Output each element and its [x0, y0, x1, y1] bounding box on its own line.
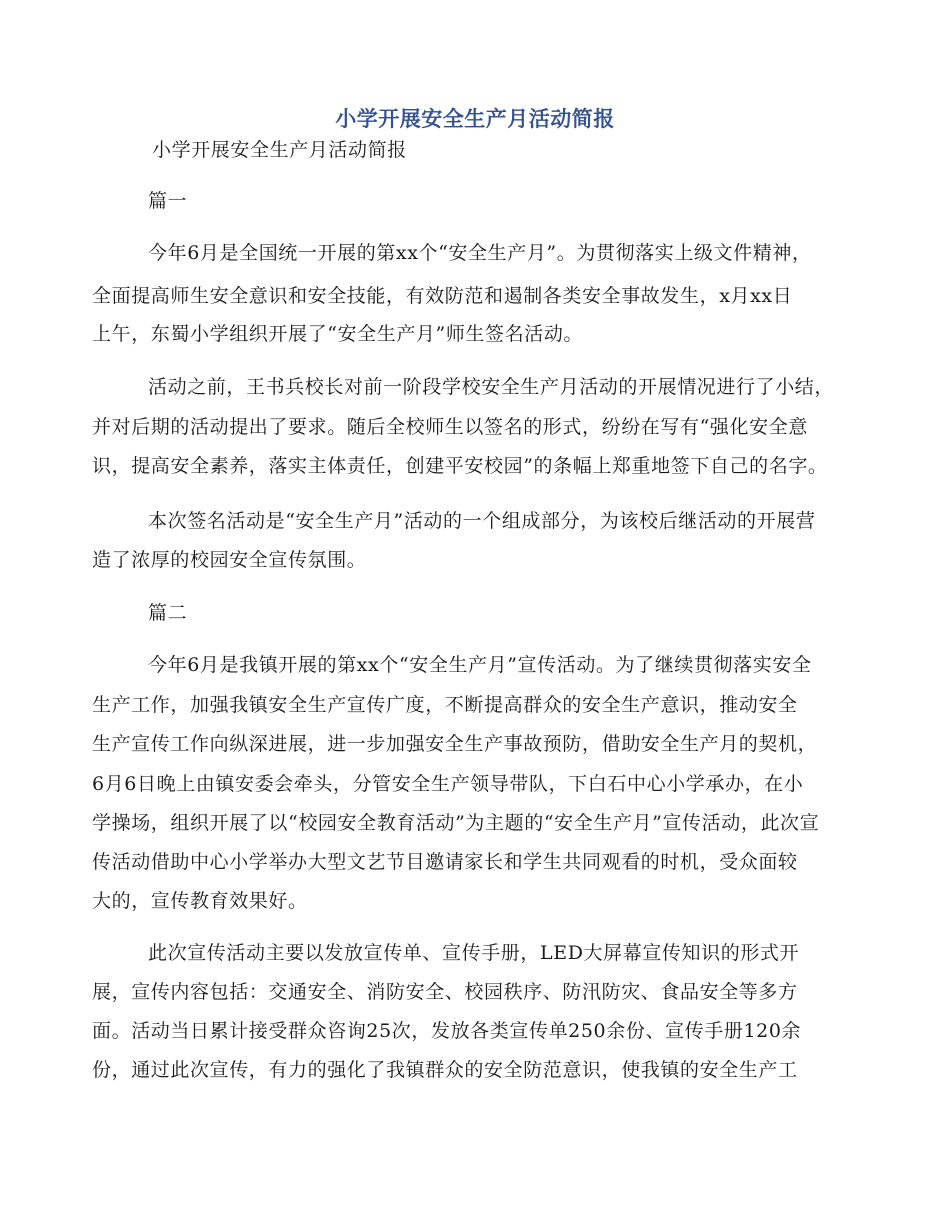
paragraph-4-line-7: 大的，宣传教育效果好。 — [92, 890, 308, 912]
paragraph-3-line-1: 本次签名活动是“安全生产月”活动的一个组成部分，为该校后继活动的开展营 — [148, 510, 816, 532]
paragraph-2-line-3: 识，提高安全素养，落实主体责任，创建平安校园”的条幅上郑重地签下自己的名字。 — [92, 455, 828, 477]
paragraph-4-line-3: 生产宣传工作向纵深进展，进一步加强安全生产事故预防，借助安全生产月的契机， — [92, 733, 818, 755]
document-title: 小学开展安全生产月活动简报 — [335, 106, 615, 131]
section-heading-2: 篇二 — [148, 602, 188, 624]
document-subtitle: 小学开展安全生产月活动简报 — [152, 139, 407, 161]
paragraph-5-line-3: 面。活动当日累计接受群众咨询25次，发放各类宣传单250余份、宣传手册120余 — [92, 1020, 802, 1042]
paragraph-5-line-4: 份，通过此次宣传，有力的强化了我镇群众的安全防范意识，使我镇的安全生产工 — [92, 1059, 798, 1081]
paragraph-1-line-3: 上午，东蜀小学组织开展了“安全生产月”师生签名活动。 — [92, 323, 584, 345]
paragraph-4-line-2: 生产工作，加强我镇安全生产宣传广度，不断提高群众的安全生产意识，推动安全 — [92, 694, 798, 716]
paragraph-4-line-4: 6月6日晚上由镇安委会牵头，分管安全生产领导带队，下白石中心小学承办，在小 — [92, 773, 804, 795]
paragraph-1-line-1: 今年6月是全国统一开展的第xx个“安全生产月”。为贯彻落实上级文件精神， — [148, 242, 812, 264]
paragraph-3-line-2: 造了浓厚的校园安全宣传氛围。 — [92, 549, 367, 571]
paragraph-5-line-2: 展，宣传内容包括：交通安全、消防安全、校园秩序、防汛防灾、食品安全等多方 — [92, 981, 798, 1003]
section-heading-1: 篇一 — [148, 190, 188, 212]
paragraph-1-line-2: 全面提高师生安全意识和安全技能，有效防范和遏制各类安全事故发生，x月xx日 — [92, 285, 793, 307]
paragraph-5-line-1: 此次宣传活动主要以发放宣传单、宣传手册，LED大屏幕宣传知识的形式开 — [148, 942, 800, 964]
paragraph-4-line-1: 今年6月是我镇开展的第xx个“安全生产月”宣传活动。为了继续贯彻落实安全 — [148, 654, 812, 676]
paragraph-4-line-5: 学操场，组织开展了以“校园安全教育活动”为主题的“安全生产月”宣传活动，此次宣 — [92, 812, 820, 834]
paragraph-4-line-6: 传活动借助中心小学举办大型文艺节目邀请家长和学生共同观看的时机，受众面较 — [92, 851, 798, 873]
paragraph-2-line-1: 活动之前，王书兵校长对前一阶段学校安全生产月活动的开展情况进行了小结， — [148, 376, 835, 398]
paragraph-2-line-2: 并对后期的活动提出了要求。随后全校师生以签名的形式，纷纷在写有“强化安全意 — [92, 416, 808, 438]
